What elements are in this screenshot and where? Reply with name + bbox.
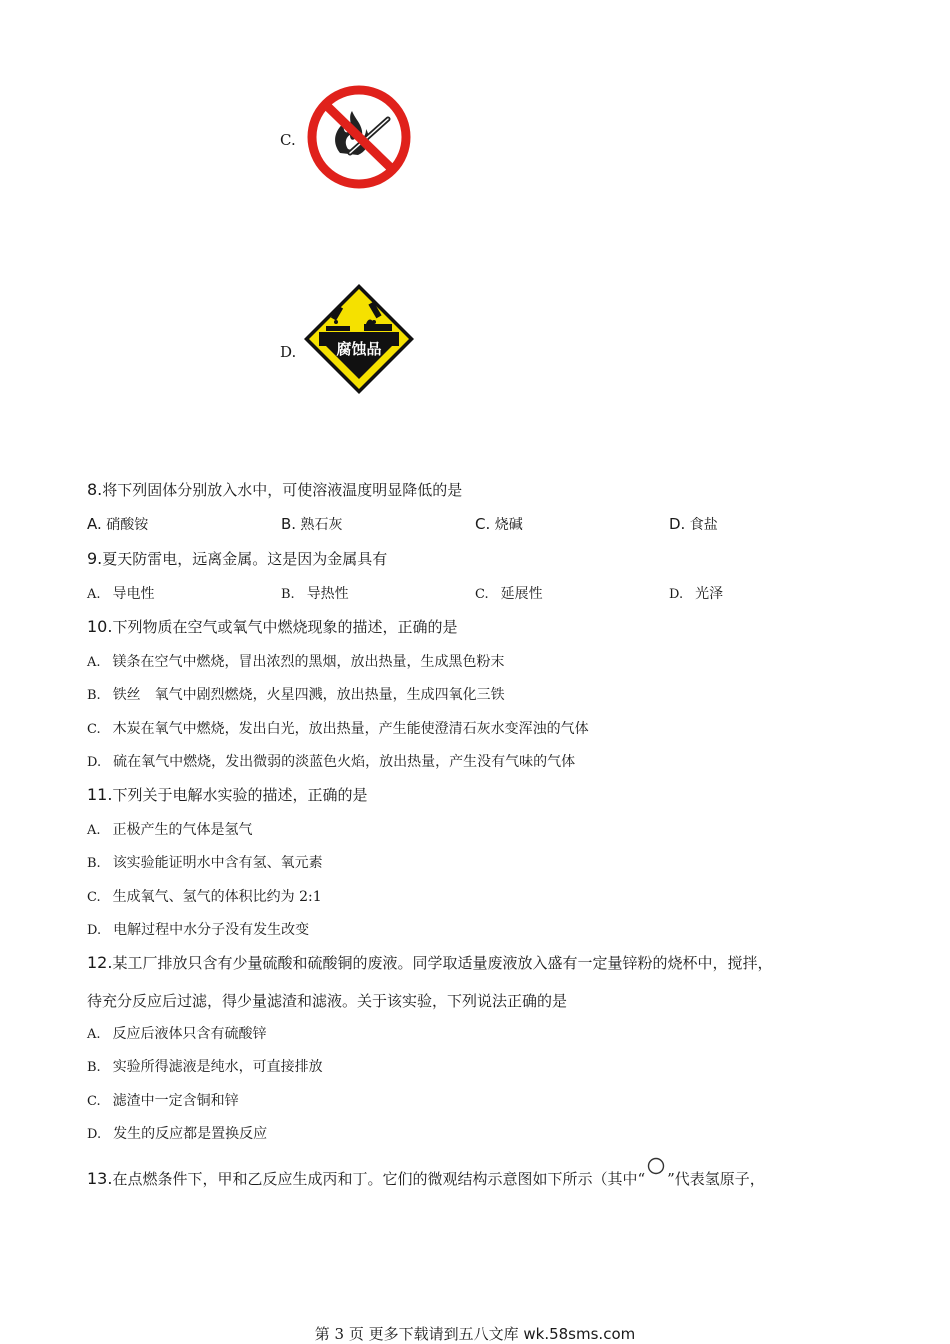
option-text: 滤渣中一定含铜和锌 — [112, 1093, 239, 1109]
question-8 — [87, 479, 462, 500]
option-letter: D. — [87, 755, 102, 770]
q9-option-b — [281, 583, 349, 603]
q10-option-a — [87, 651, 505, 671]
question-number: 9. — [87, 549, 103, 568]
option-text: 铁丝 氧气中剧烈燃烧，火星四溅，放出热量，生成四氧化三铁 — [112, 687, 505, 703]
option-letter: C. — [475, 515, 491, 533]
hydrogen-atom-icon — [645, 1168, 667, 1182]
option-text: 延展性 — [500, 586, 543, 602]
option-text: 电解过程中水分子没有发生改变 — [113, 922, 310, 938]
question-number: 10. — [87, 617, 113, 636]
option-letter: A. — [87, 655, 101, 670]
question-number: 8. — [87, 480, 103, 499]
option-letter: B. — [87, 1060, 101, 1075]
option-letter: D. — [669, 587, 684, 602]
option-text: 硝酸铵 — [106, 517, 149, 533]
option-text: 生成氧气、氢气的体积比约为 2:1 — [112, 889, 322, 905]
question-text: 夏天防雷电，远离金属。这是因为金属具有 — [102, 550, 388, 568]
option-text: 光泽 — [695, 586, 724, 602]
option-letter: A. — [87, 515, 102, 533]
q10-option-c — [87, 718, 589, 738]
page-footer — [0, 1323, 950, 1344]
q8-option-d — [669, 514, 718, 534]
q11-option-d — [87, 919, 309, 939]
option-text: 镁条在空气中燃烧，冒出浓烈的黑烟，放出热量，生成黑色粉末 — [112, 654, 505, 670]
q12-option-a — [87, 1023, 267, 1043]
option-text: 正极产生的气体是氢气 — [112, 822, 253, 838]
option-text: 硫在氧气中燃烧，发出微弱的淡蓝色火焰，放出热量，产生没有气味的气体 — [113, 754, 576, 770]
option-letter: C. — [87, 1094, 101, 1109]
question-number: 12. — [87, 953, 113, 972]
q10-option-b — [87, 684, 505, 704]
question-text: 某工厂排放只含有少量硫酸和硫酸铜的废液。同学取适量废液放入盛有一定量锌粉的烧杯中，搅拌， — [112, 954, 773, 972]
question-text: 下列关于电解水实验的描述，正确的是 — [112, 786, 368, 804]
question-12-line2: 待充分反应后过滤，得少量滤渣和滤液。关于该实验，下列说法正确的是 — [87, 992, 568, 1010]
question-12 — [87, 952, 772, 973]
option-letter: D. — [669, 515, 686, 533]
option-letter: C. — [87, 890, 101, 905]
q8-option-a — [87, 514, 148, 534]
option-text: 导电性 — [112, 586, 155, 602]
q10-option-d — [87, 751, 575, 771]
option-text: 发生的反应都是置换反应 — [113, 1126, 268, 1142]
option-text: 反应后液体只含有硫酸锌 — [112, 1026, 267, 1042]
option-text: 实验所得滤液是纯水，可直接排放 — [112, 1059, 323, 1075]
option-letter: A. — [87, 587, 101, 602]
q8-option-c — [475, 514, 523, 534]
option-text: 烧碱 — [494, 517, 523, 533]
option-letter: B. — [281, 515, 297, 533]
footer-text: 第 3 页 更多下载请到五八文库 — [314, 1325, 524, 1343]
option-letter: A. — [87, 1027, 101, 1042]
option-d-label: D. — [280, 343, 297, 361]
question-text: 下列物质在空气或氧气中燃烧现象的描述，正确的是 — [112, 618, 458, 636]
option-letter: B. — [87, 856, 101, 871]
question-text: 在点燃条件下，甲和乙反应生成丙和丁。它们的微观结构示意图如下所示（其中“ — [112, 1170, 646, 1188]
option-letter: B. — [87, 688, 101, 703]
question-number: 11. — [87, 785, 113, 804]
corrosive-icon — [302, 282, 416, 396]
q9-option-d — [669, 583, 723, 603]
q9-option-a — [87, 583, 155, 603]
corrosive-sign-text: 腐蚀品 — [336, 340, 382, 358]
option-text: 木炭在氧气中燃烧，发出白光，放出热量，产生能使澄清石灰水变浑浊的气体 — [112, 721, 589, 737]
question-9 — [87, 548, 387, 569]
question-10 — [87, 616, 457, 637]
q8-option-b — [281, 514, 343, 534]
option-text: 熟石灰 — [300, 517, 343, 533]
option-letter: D. — [87, 1127, 102, 1142]
q12-option-b — [87, 1056, 323, 1076]
question-number: 13. — [87, 1169, 113, 1188]
option-letter: C. — [87, 722, 101, 737]
q12-option-c — [87, 1090, 239, 1110]
question-text: 将下列固体分别放入水中，可使溶液温度明显降低的是 — [102, 481, 463, 499]
q11-option-b — [87, 852, 323, 872]
q11-option-a — [87, 819, 253, 839]
option-letter: A. — [87, 823, 101, 838]
footer-site-link[interactable]: wk.58sms.com — [523, 1325, 636, 1343]
option-letter: D. — [87, 923, 102, 938]
question-13 — [87, 1168, 765, 1189]
q9-option-c — [475, 583, 543, 603]
q12-option-d — [87, 1123, 267, 1143]
q11-option-c — [87, 886, 322, 906]
option-c-label: C. — [280, 131, 296, 149]
option-text: 食盐 — [689, 517, 718, 533]
question-text-cont: ”代表氢原子， — [667, 1170, 765, 1188]
option-text: 导热性 — [306, 586, 349, 602]
option-letter: B. — [281, 587, 295, 602]
no-fire-icon — [304, 83, 414, 191]
option-letter: C. — [475, 587, 489, 602]
option-text: 该实验能证明水中含有氢、氧元素 — [112, 855, 323, 871]
question-11 — [87, 784, 367, 805]
